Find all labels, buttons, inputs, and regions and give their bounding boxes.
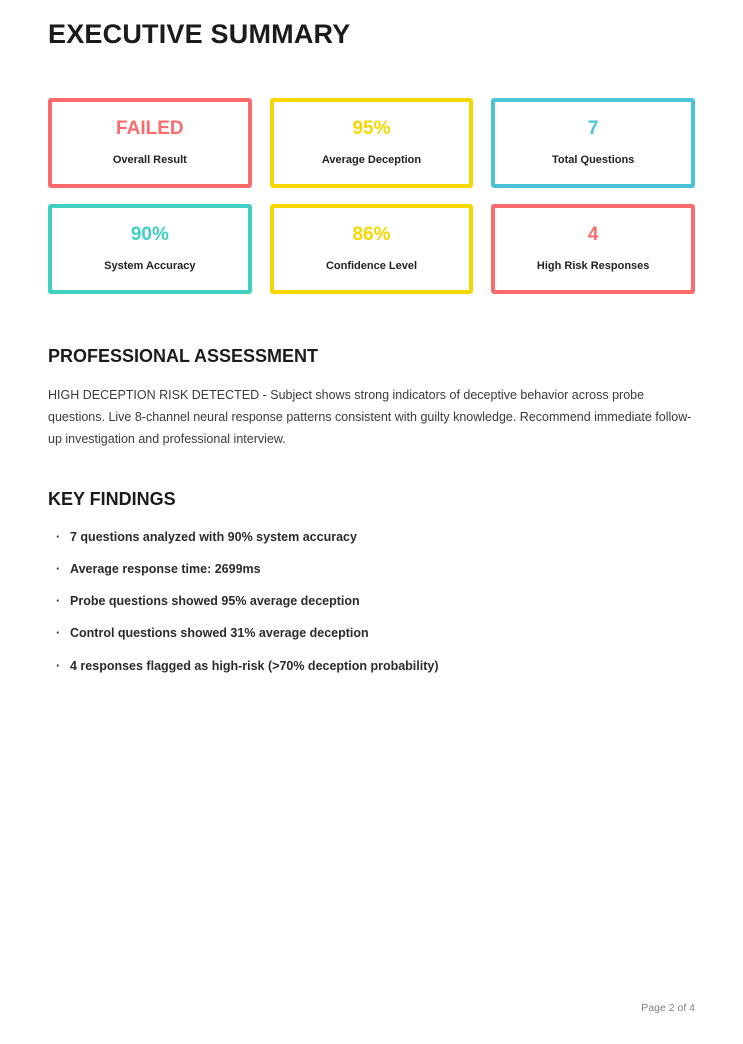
bullet-marker: · <box>56 594 61 608</box>
assessment-body: HIGH DECEPTION RISK DETECTED - Subject shows strong indicators of deceptive behavior across probe questions. Live 8-channel neural response patterns consistent with guilty knowledge. Recommend immediate follow-up investigation and professional interview. <box>48 388 692 447</box>
findings-heading: KEY FINDINGS <box>48 488 176 509</box>
stat-label: Total Questions <box>552 154 635 167</box>
list-item-text: 4 responses flagged as high-risk (>70% deception probability) <box>70 658 439 673</box>
list-item-text: Average response time: 2699ms <box>70 561 261 576</box>
stat-value: 95% <box>352 118 391 140</box>
list-item <box>48 529 695 545</box>
summary-stat-grid <box>48 98 695 294</box>
bullet-marker: · <box>56 658 61 673</box>
stat-value: 7 <box>587 118 599 140</box>
stat-value: FAILED <box>116 118 184 140</box>
list-item <box>48 593 695 609</box>
stat-card-average-deception <box>270 98 474 188</box>
assessment-heading: PROFESSIONAL ASSESSMENT <box>48 345 319 366</box>
list-item <box>48 625 695 641</box>
stat-label: High Risk Responses <box>536 260 650 273</box>
professional-assessment-section <box>48 346 695 451</box>
page-footer: Page 2 of 4 <box>641 1002 695 1014</box>
stat-value: 4 <box>587 224 599 246</box>
stat-card-total-questions <box>491 98 695 188</box>
page-title: EXECUTIVE SUMMARY <box>48 19 351 49</box>
bullet-marker: · <box>56 561 61 576</box>
stat-label: System Accuracy <box>104 260 196 273</box>
key-findings-section <box>48 489 695 674</box>
bullet-marker: · <box>56 529 61 544</box>
stat-value: 90% <box>130 224 169 246</box>
list-item-text: Control questions showed 31% average deception <box>70 626 369 641</box>
stat-card-confidence-level <box>270 204 474 294</box>
stat-label: Confidence Level <box>325 260 418 273</box>
list-item-text: 7 questions analyzed with 90% system accuracy <box>70 529 357 544</box>
stat-card-overall-result <box>48 98 252 188</box>
findings-list <box>48 529 695 674</box>
stat-label: Average Deception <box>321 154 422 167</box>
stat-value: 86% <box>352 224 391 246</box>
list-item <box>48 658 695 674</box>
stat-label: Overall Result <box>112 154 187 167</box>
stat-card-high-risk-responses <box>491 204 695 294</box>
list-item <box>48 561 695 577</box>
bullet-marker: · <box>56 626 61 641</box>
stat-card-system-accuracy <box>48 204 252 294</box>
list-item-text: Probe questions showed 95% average deception <box>70 594 360 608</box>
